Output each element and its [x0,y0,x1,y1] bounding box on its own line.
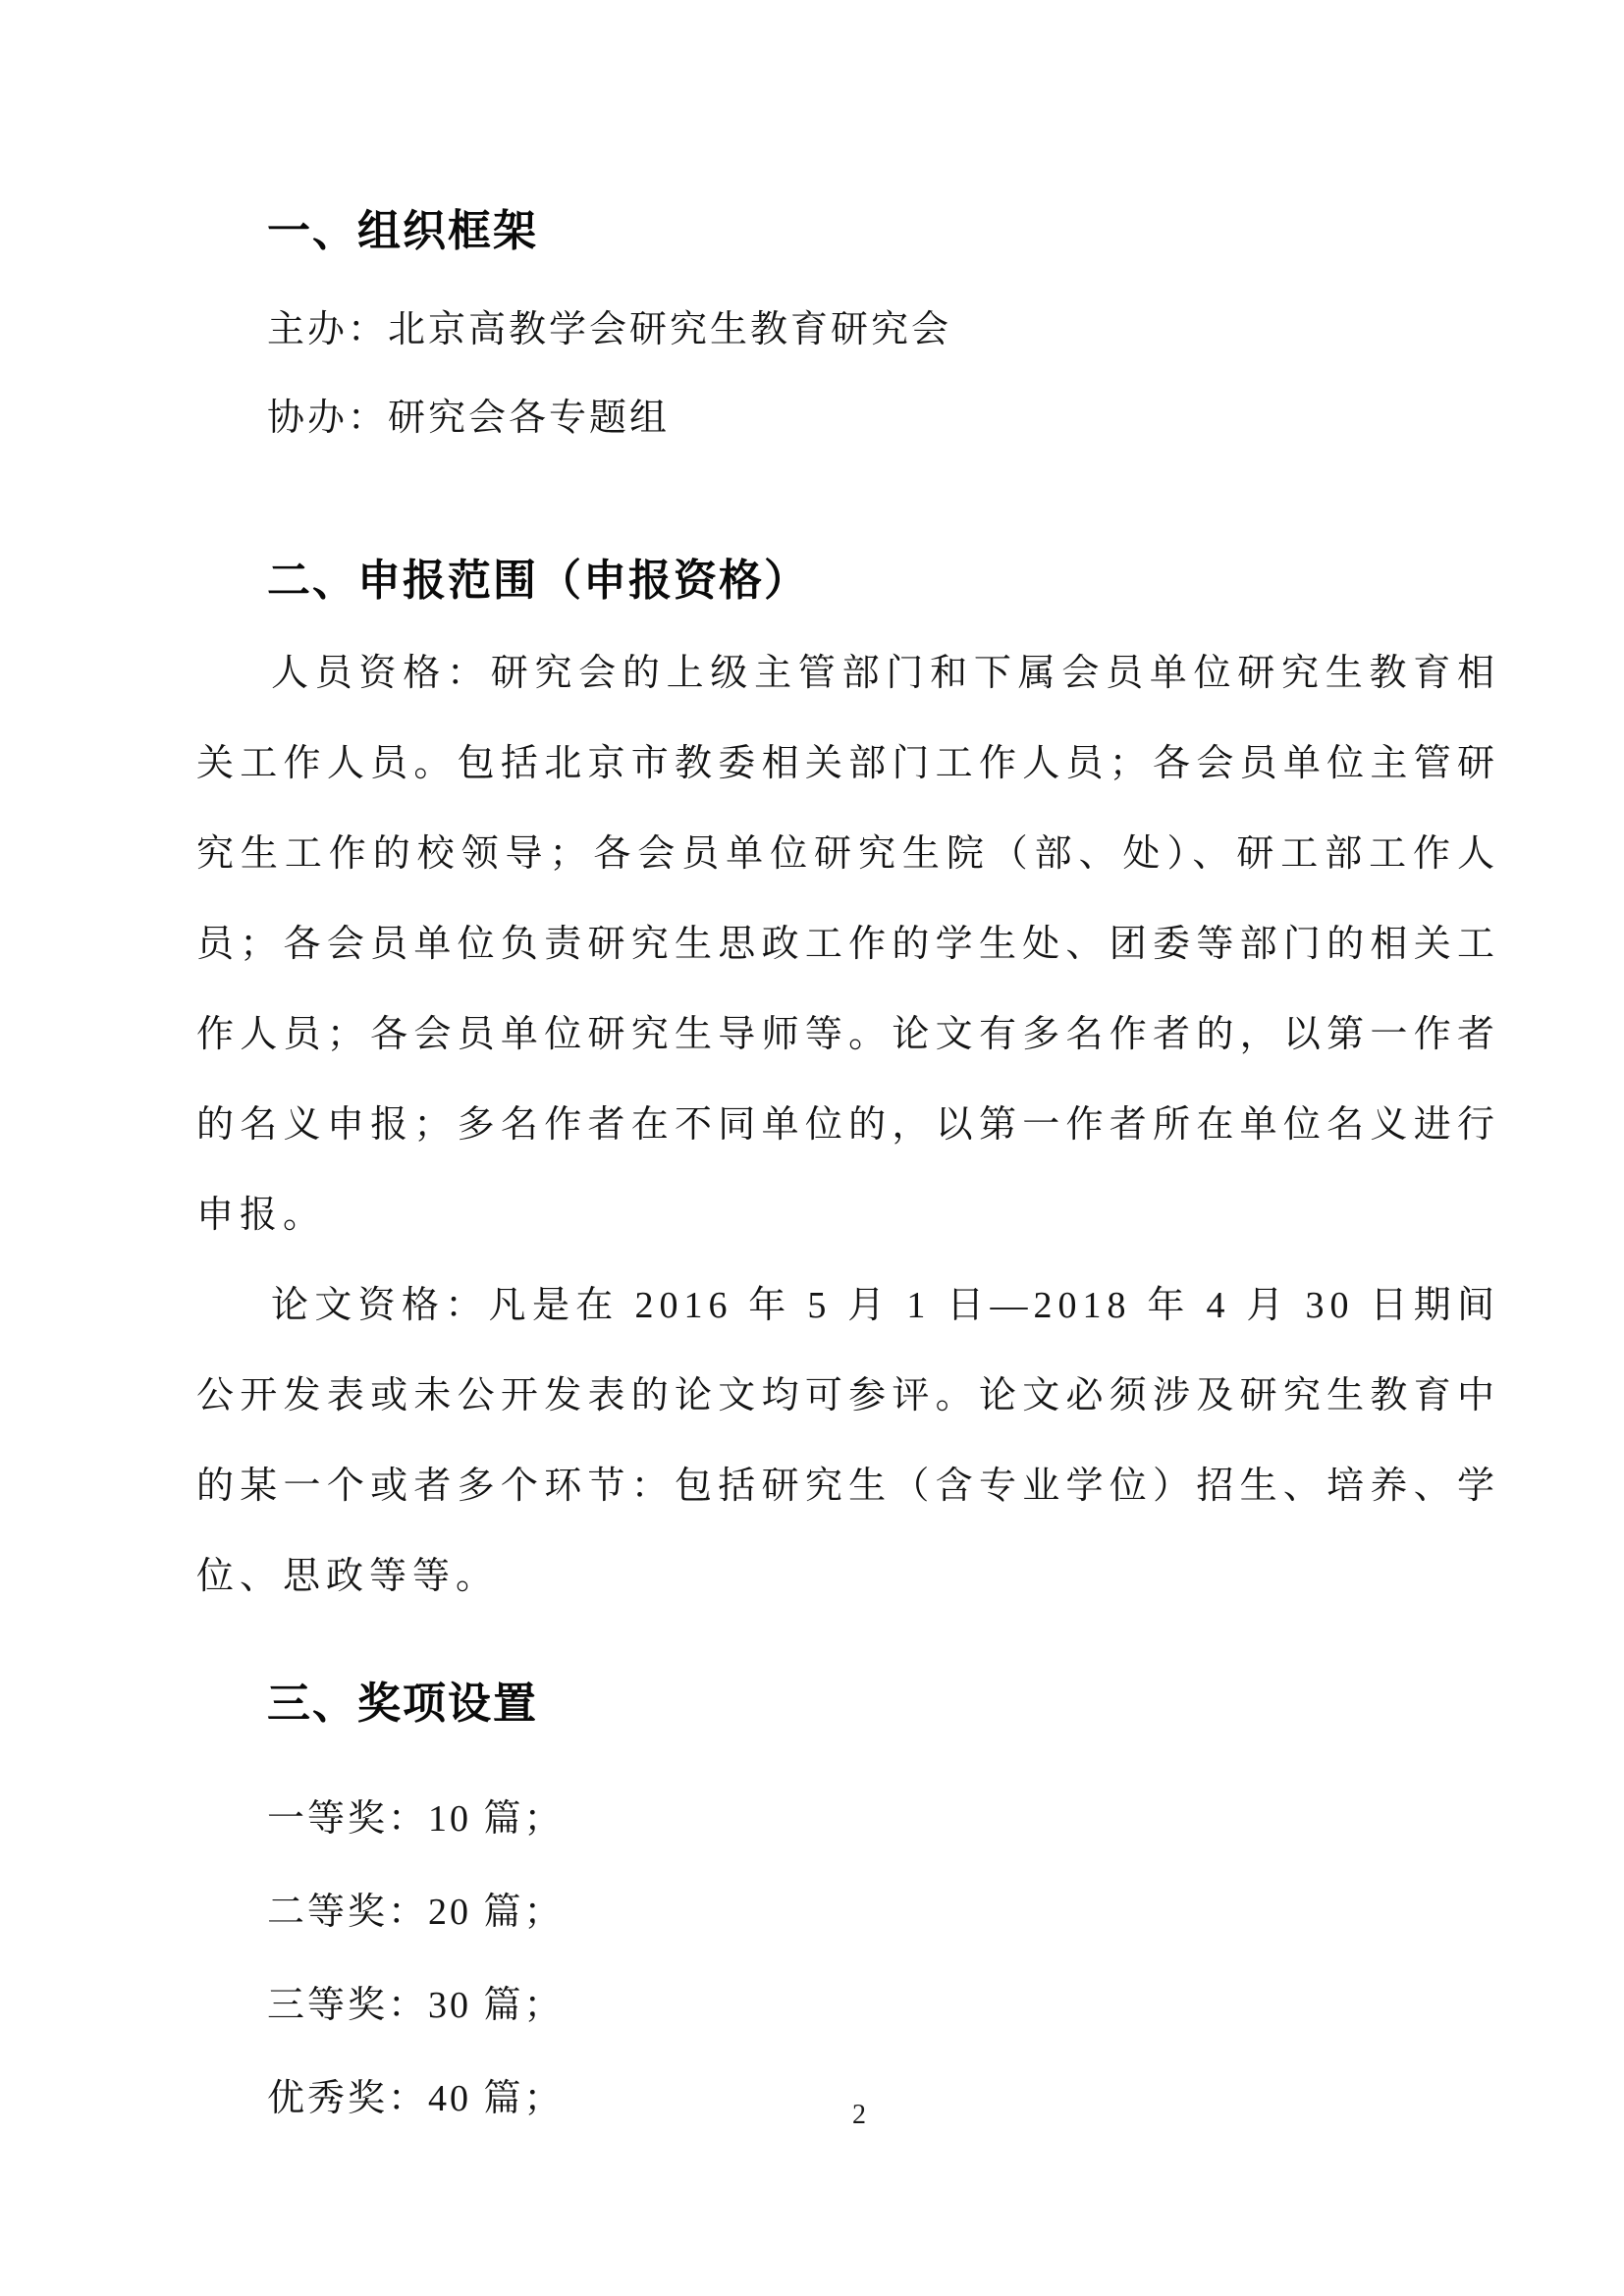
excellence-prize-line: 优秀奖：40 篇； [267,2078,565,2119]
first-prize-line: 一等奖：10 篇； [267,1798,565,1840]
second-prize-line: 二等奖：20 篇； [267,1892,565,1933]
section-organization [196,208,1500,442]
third-prize-line: 三等奖：30 篇； [267,1985,565,2026]
section-heading-awards: 三、奖项设置 [267,1680,538,1728]
section-awards [196,1681,1500,2146]
co-host-line: 协办：研究会各专题组 [267,398,671,439]
personnel-eligibility-paragraph: 人员资格：研究会的上级主管部门和下属会员单位研究生教育相关工作人员。包括北京市教委相关部门工作人员；各会员单位主管研究生工作的校领导；各会员单位研究生院（部、处）、研工部工作人员；各会员单位负责研究生思政工作的学生处、团委等部门的相关工作人员；各会员单位研究生导师等。论文有多名作者的，以第一作者的名义申报；多名作者在不同单位的，以第一作者所在单位名义进行申报。 [196,653,1500,1236]
page-number: 2 [852,2100,866,2130]
host-line: 主办：北京高教学会研究生教育研究会 [267,309,952,350]
section-heading-organization: 一、组织框架 [267,207,538,255]
paper-eligibility-paragraph: 论文资格：凡是在 2016 年 5 月 1 日—2018 年 4 月 30 日期间公开发表或未公开发表的论文均可参评。论文必须涉及研究生教育中的某一个或者多个环节：包括研究生（含专业学位）招生、培养、学位、思政等等。 [196,1285,1500,1597]
section-heading-application-scope: 二、申报范围（申报资格） [267,557,809,605]
section-application-scope [196,558,1500,1622]
